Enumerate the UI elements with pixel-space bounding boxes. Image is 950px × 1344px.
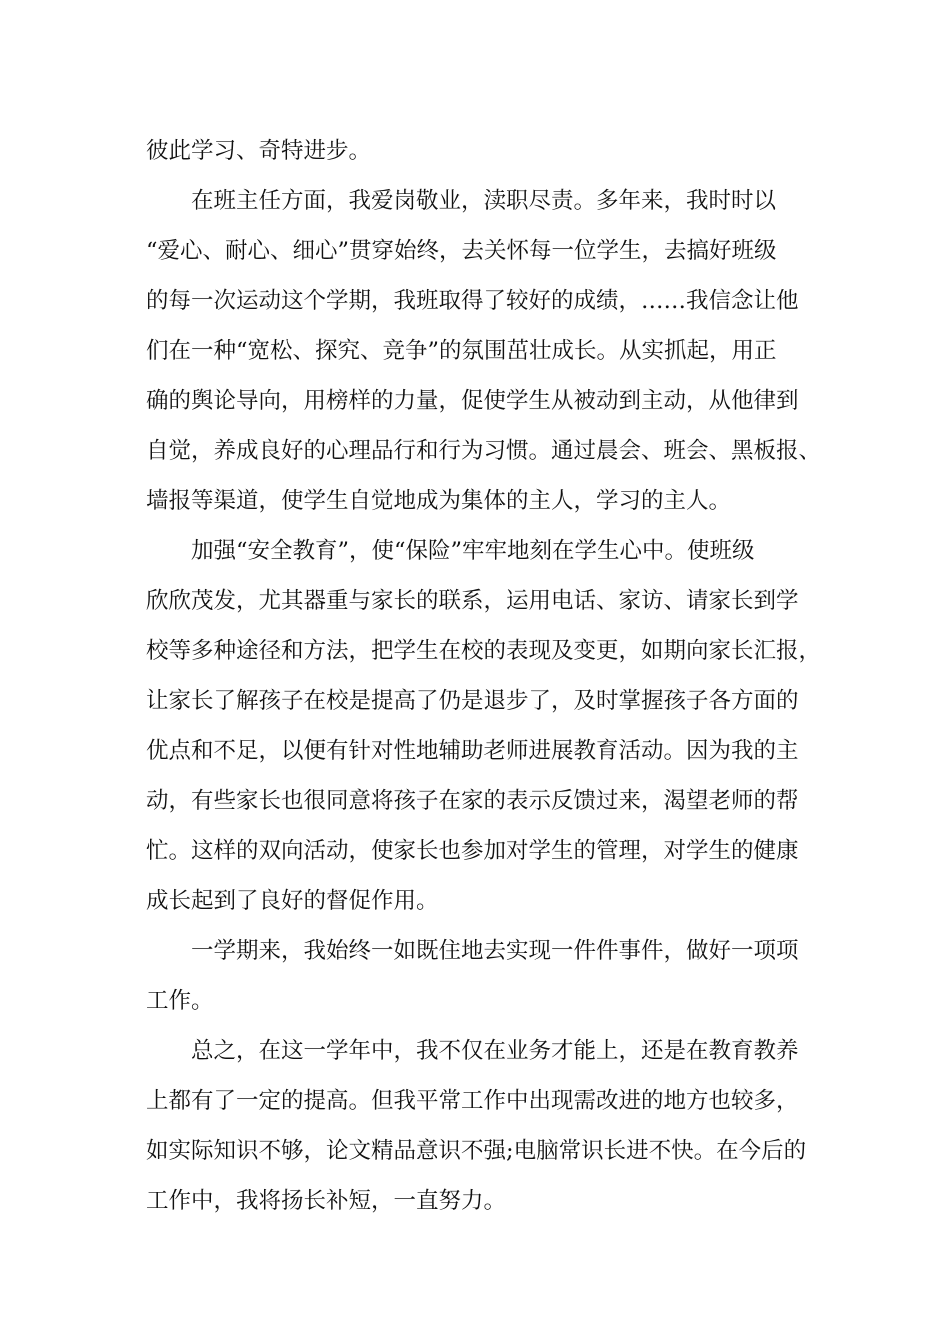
text-line: 自觉，养成良好的心理品行和行为习惯。通过晨会、班会、黑板报、 [146,438,822,464]
text-line: 让家长了解孩子在校是提高了仍是退步了，及时掌握孩子各方面的 [146,688,799,714]
paragraph-first-line: 一学期来，我始终一如既住地去实现一件件事件，做好一项项 [191,938,799,964]
text-line: 如实际知识不够，论文精品意识不强;电脑常识长进不快。在今后的 [146,1138,807,1164]
text-line: 彼此学习、奇特进步。 [146,138,372,164]
text-line: 优点和不足，以便有针对性地辅助老师进展教育活动。因为我的主 [146,738,799,764]
text-line: 的每一次运动这个学期，我班取得了较好的成绩，……我信念让他 [146,288,799,314]
text-line: 墙报等渠道，使学生自觉地成为集体的主人，学习的主人。 [146,488,732,514]
paragraph-first-line: 总之，在这一学年中，我不仅在业务才能上，还是在教育教养 [191,1038,799,1064]
text-line: 动，有些家长也很同意将孩子在家的表示反馈过来，渴望老师的帮 [146,788,799,814]
text-line: 工作。 [146,988,214,1014]
text-line: 们在一种“宽松、探究、竞争”的氛围茁壮成长。从实抓起，用正 [146,338,777,364]
text-line: 欣欣茂发，尤其器重与家长的联系，运用电话、家访、请家长到学 [146,588,799,614]
paragraph-first-line: 加强“安全教育”，使“保险”牢牢地刻在学生心中。使班级 [191,538,755,564]
text-line: 校等多种途径和方法，把学生在校的表现及变更，如期向家长汇报， [146,638,822,664]
text-line: 工作中，我将扬长补短，一直努力。 [146,1188,507,1214]
text-line: 成长起到了良好的督促作用。 [146,888,439,914]
text-line: 上都有了一定的提高。但我平常工作中出现需改进的地方也较多， [146,1088,799,1114]
text-line: 忙。这样的双向活动，使家长也参加对学生的管理，对学生的健康 [146,838,799,864]
paragraph-first-line: 在班主任方面，我爱岗敬业，渎职尽责。多年来，我时时以 [191,188,777,214]
text-line: “爱心、耐心、细心”贯穿始终，去关怀每一位学生，去搞好班级 [146,238,777,264]
text-line: 确的舆论导向，用榜样的力量，促使学生从被动到主动，从他律到 [146,388,799,414]
